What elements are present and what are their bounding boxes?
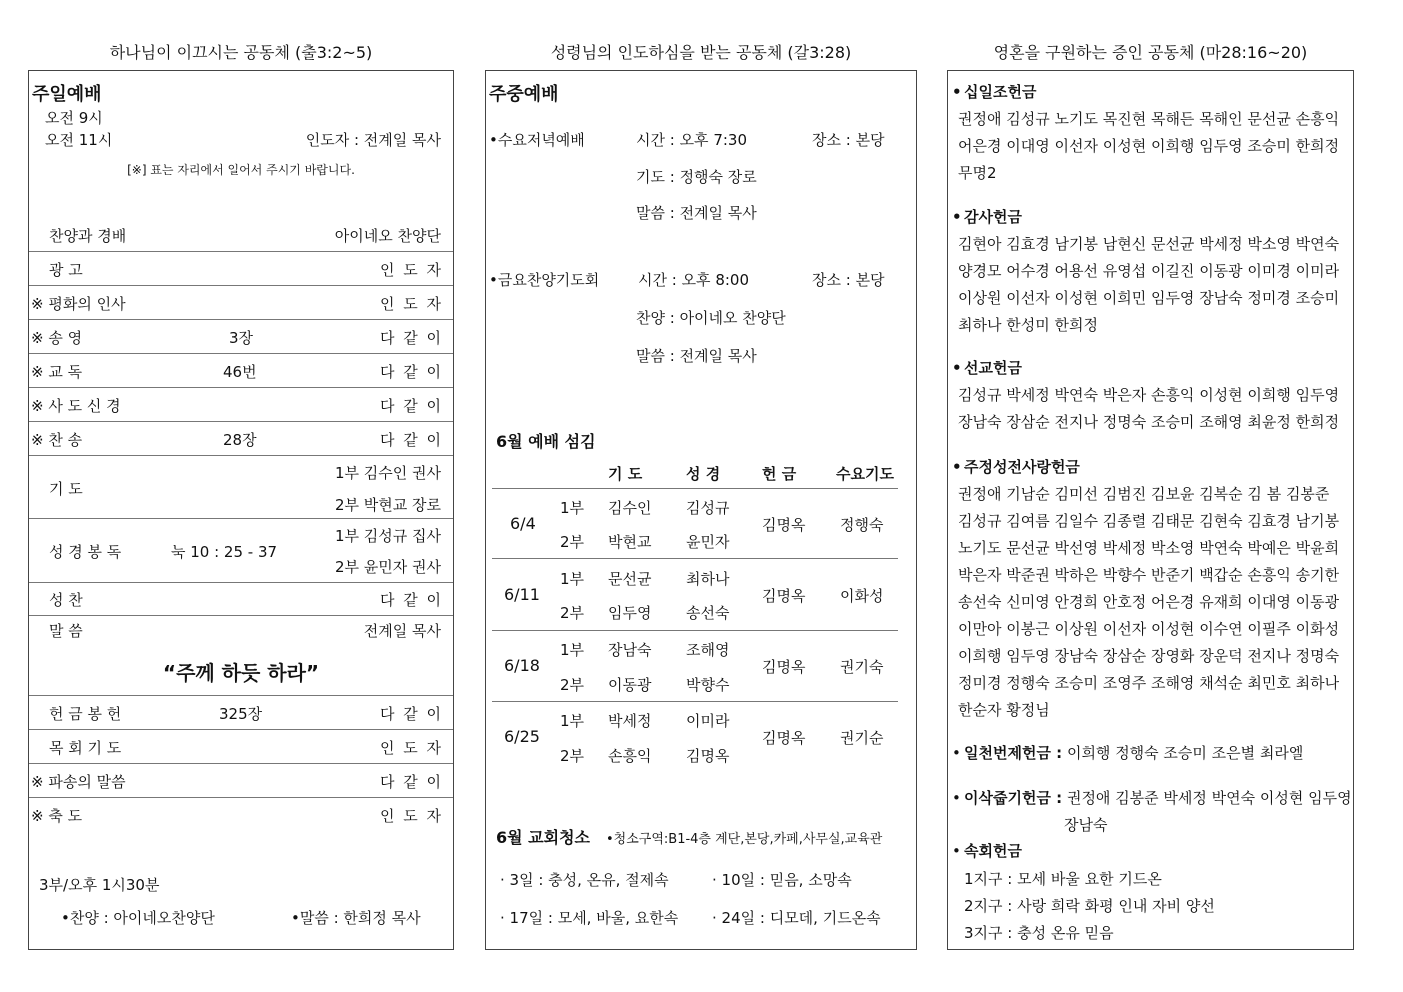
sunday-worship-panel bbox=[28, 70, 454, 950]
serve-offering: 김명옥 bbox=[762, 516, 806, 534]
order-item-label: 성 찬 bbox=[49, 591, 83, 609]
serve-prayer-2: 박현교 bbox=[608, 533, 652, 551]
serve-wed-prayer: 이화성 bbox=[840, 587, 884, 605]
isak-offering: • 이삭줍기헌금 : 권정애 김봉준 박세정 박연숙 이성현 임두영 bbox=[952, 789, 1352, 807]
serve-prayer-1: 김수인 bbox=[608, 499, 652, 517]
offering-title: 십일조헌금 bbox=[964, 83, 1037, 101]
offering-section: • 주정성전사랑헌금 권정애 기남순 김미선 김범진 김보윤 김복순 김 봄 김봉준 김성규 김여름 김일수 김종렬 김태문 김현숙 김효경 남기봉 노기도 문선균 박선영 박세정 박소영 박연숙 박예은 박윤희 박은자 박준권 박하은 박향수 반준기 백갑순 손흥익 송기한 송선숙 신미영 안경희 안호정 어은경 유재희 이대영 이동광 이만아 이봉근 이상원 이선자 이성현 이수연 이필주 이화성 이희행 임두영 장남숙 장삼순 장영화 장운덕 전지나 정명숙 정미경 정행숙 조승미 조영주 조해영 채석순 최민호 최하나 한순자 황정님 bbox=[952, 456, 1347, 724]
weekday-worship-panel bbox=[485, 70, 917, 950]
serve-part: 1부 bbox=[560, 641, 585, 659]
serve-header-prayer: 기 도 bbox=[608, 465, 643, 483]
wed-service-time: 시간 : 오후 7:30 bbox=[636, 131, 748, 149]
offering-title: 주정성전사랑헌금 bbox=[964, 458, 1080, 476]
header-col3: 영혼을 구원하는 증인 공동체 (마28:16~20) bbox=[993, 43, 1308, 62]
standing-note: [※] 표는 자리에서 일어서 주시기 바랍니다. bbox=[127, 163, 355, 177]
service-time-2: 오전 11시 bbox=[45, 131, 113, 149]
serve-bible-2: 박향수 bbox=[686, 676, 730, 694]
clean-title: 6월 교회청소 bbox=[496, 828, 590, 847]
scripture-reader-2: 2부 윤민자 권사 bbox=[334, 558, 441, 576]
order-item-label: 말 씀 bbox=[49, 622, 83, 640]
clean-schedule: · 3일 : 충성, 온유, 절제속 bbox=[500, 871, 669, 889]
offering-names: 권정애 기남순 김미선 김범진 김보윤 김복순 김 봄 김봉준 김성규 김여름 김일수 김종렬 김태문 김현숙 김효경 남기봉 노기도 문선균 박선영 박세정 박소영 박연숙 박예은 박윤희 박은자 박준권 박하은 박향수 반준기 백갑순 손흥익 송기한 송선숙 신미영 안경희 안호정 어은경 유재희 이대영 이동광 이만아 이봉근 이상원 이선자 이성현 이수연 이필주 이화성 이희행 임두영 장남숙 장삼순 장영화 장운덕 전지나 정명숙 정미경 정행숙 조승미 조영주 조해영 채석순 최민호 최하나 한순자 황정님 bbox=[958, 485, 1340, 719]
wed-service-name: •수요저녁예배 bbox=[489, 131, 585, 149]
fri-service-word: 말씀 : 전계일 목사 bbox=[636, 347, 757, 365]
order-item-label: ※ 교 독 bbox=[31, 363, 83, 381]
sokhoe-offering: • 속회헌금 bbox=[952, 842, 1022, 860]
serve-part: 2부 bbox=[560, 676, 585, 694]
header-col1: 하나님이 이끄시는 공동체 (출3:2~5) bbox=[109, 43, 373, 62]
serve-bible-1: 김성규 bbox=[686, 499, 730, 517]
order-item-detail: 325장 bbox=[219, 705, 263, 723]
serve-part: 1부 bbox=[560, 570, 585, 588]
serve-bible-1: 최하나 bbox=[686, 570, 730, 588]
clean-schedule: · 17일 : 모세, 바울, 요한속 bbox=[500, 909, 679, 927]
order-item-leader: 인 도 자 bbox=[379, 739, 443, 757]
offering-panel bbox=[947, 70, 1354, 950]
scripture-reader-1: 1부 김성규 집사 bbox=[334, 527, 441, 545]
district-line: 2지구 : 사랑 희락 화평 인내 자비 양선 bbox=[964, 897, 1215, 915]
order-item-label: 광 고 bbox=[49, 261, 83, 279]
order-item-leader: 인 도 자 bbox=[379, 261, 443, 279]
serve-wed-prayer: 권기숙 bbox=[840, 658, 884, 676]
offering-names: 이희행 정행숙 조승미 조은별 최라엘 bbox=[1066, 744, 1304, 762]
order-item-label: ※ 파송의 말씀 bbox=[31, 773, 126, 791]
offering-names: 권정애 김봉준 박세정 박연숙 이성현 임두영 bbox=[1066, 789, 1352, 807]
serve-bible-2: 송선숙 bbox=[686, 604, 730, 622]
clean-schedule: · 10일 : 믿음, 소망속 bbox=[712, 871, 852, 889]
offering-title: 일천번제헌금 : bbox=[964, 744, 1063, 762]
offering-section: • 감사헌금 김현아 김효경 남기봉 남현신 문선균 박세정 박소영 박연숙 양경모 어수경 어용선 유영섭 이길진 이동광 이미경 이미라 이상원 이선자 이성현 이희민 임두영 장남숙 정미경 조승미 최하나 한성미 한희정 bbox=[952, 206, 1347, 339]
fri-service-place: 장소 : 본당 bbox=[812, 271, 885, 289]
sermon-preacher: 전계일 목사 bbox=[363, 622, 441, 640]
clean-area: •청소구역:B1-4층 계단,본당,카페,사무실,교육관 bbox=[606, 832, 883, 847]
serve-prayer-2: 손흥익 bbox=[608, 747, 652, 765]
order-item-label: ※ 평화의 인사 bbox=[31, 295, 126, 313]
order-item-leader: 다 같 이 bbox=[379, 431, 443, 449]
serve-prayer-1: 문선균 bbox=[608, 570, 652, 588]
serve-bible-2: 윤민자 bbox=[686, 533, 730, 551]
serve-prayer-2: 이동광 bbox=[608, 676, 652, 694]
service-time-1: 오전 9시 bbox=[45, 109, 103, 127]
serve-part: 2부 bbox=[560, 747, 585, 765]
order-item-label: 목 회 기 도 bbox=[49, 739, 122, 757]
serve-offering: 김명옥 bbox=[762, 658, 806, 676]
serve-prayer-1: 박세정 bbox=[608, 712, 652, 730]
serve-date: 6/11 bbox=[504, 585, 540, 604]
clean-schedule: · 24일 : 디모데, 기드온속 bbox=[712, 909, 881, 927]
offering-section: • 선교헌금 김성규 박세정 박연숙 박은자 손흥익 이성현 이희행 임두영 장남숙 장삼순 전지나 정명숙 조승미 조해영 최윤정 한희정 bbox=[952, 357, 1347, 436]
offering-title: 감사헌금 bbox=[964, 208, 1022, 226]
order-item-label: 찬양과 경배 bbox=[49, 227, 127, 245]
header-col2: 성령님의 인도하심을 받는 공동체 (갈3:28) bbox=[550, 43, 852, 62]
serve-wed-prayer: 권기순 bbox=[840, 729, 884, 747]
serve-wed-prayer: 정행숙 bbox=[840, 516, 884, 534]
serve-header-offering: 헌 금 bbox=[762, 465, 797, 483]
offering-names: 장남숙 bbox=[1064, 816, 1108, 834]
service-leader: 인도자 : 전계일 목사 bbox=[305, 131, 441, 149]
fri-service-time: 시간 : 오후 8:00 bbox=[638, 271, 750, 289]
fri-service-name: •금요찬양기도회 bbox=[489, 271, 600, 289]
district-line: 3지구 : 충성 온유 믿음 bbox=[964, 924, 1114, 942]
serve-prayer-2: 임두영 bbox=[608, 604, 652, 622]
wed-service-prayer: 기도 : 정행숙 장로 bbox=[636, 168, 757, 186]
order-item-label: ※ 축 도 bbox=[31, 807, 83, 825]
district-line: 1지구 : 모세 바울 요한 기드온 bbox=[964, 870, 1162, 888]
serve-date: 6/4 bbox=[510, 514, 536, 533]
section-title: 주일예배 bbox=[32, 84, 102, 105]
fri-service-praise: 찬양 : 아이네오 찬양단 bbox=[636, 309, 786, 327]
serve-bible-1: 이미라 bbox=[686, 712, 730, 730]
serve-part: 2부 bbox=[560, 604, 585, 622]
serve-header-bible: 성 경 bbox=[686, 465, 721, 483]
serve-bible-2: 김명옥 bbox=[686, 747, 730, 765]
prayer-leader-2: 2부 박현교 장로 bbox=[334, 496, 441, 514]
serve-bible-1: 조해영 bbox=[686, 641, 730, 659]
order-item-label: 성 경 봉 독 bbox=[49, 543, 122, 561]
third-service-sermon: •말씀 : 한희정 목사 bbox=[291, 909, 421, 927]
offering-title: 이삭줍기헌금 : bbox=[964, 789, 1063, 807]
order-item-leader: 인 도 자 bbox=[379, 807, 443, 825]
order-item-detail: 28장 bbox=[223, 431, 257, 449]
order-item-leader: 다 같 이 bbox=[379, 591, 443, 609]
order-item-leader: 다 같 이 bbox=[379, 773, 443, 791]
order-item-leader: 다 같 이 bbox=[379, 329, 443, 347]
order-item-label: 헌 금 봉 헌 bbox=[49, 705, 122, 723]
serve-title: 6월 예배 섬김 bbox=[496, 432, 596, 451]
order-item-leader: 아이네오 찬양단 bbox=[334, 227, 441, 245]
serve-date: 6/25 bbox=[504, 727, 540, 746]
serve-offering: 김명옥 bbox=[762, 729, 806, 747]
serve-part: 1부 bbox=[560, 499, 585, 517]
order-item-label: 기 도 bbox=[49, 480, 83, 498]
wed-service-word: 말씀 : 전계일 목사 bbox=[636, 204, 757, 222]
order-item-leader: 다 같 이 bbox=[379, 397, 443, 415]
third-service-praise: •찬양 : 아이네오찬양단 bbox=[61, 909, 215, 927]
scripture-reference: 눅 10 : 25 - 37 bbox=[171, 543, 278, 561]
offering-section: • 십일조헌금 권정애 김성규 노기도 목진현 목해든 목해인 문선균 손흥익 어은경 이대영 이선자 이성현 이희행 임두영 조승미 한희정 무명2 bbox=[952, 81, 1347, 187]
sermon-title: “주께 하듯 하라” bbox=[162, 661, 320, 685]
serve-part: 2부 bbox=[560, 533, 585, 551]
order-item-leader: 인 도 자 bbox=[379, 295, 443, 313]
order-item-detail: 3장 bbox=[229, 329, 254, 347]
order-item-label: ※ 송 영 bbox=[31, 329, 83, 347]
order-item-detail: 46번 bbox=[223, 363, 257, 381]
order-item-label: ※ 찬 송 bbox=[31, 431, 83, 449]
serve-date: 6/18 bbox=[504, 656, 540, 675]
order-item-label: ※ 사 도 신 경 bbox=[31, 397, 121, 415]
serve-prayer-1: 장남숙 bbox=[608, 641, 652, 659]
offering-title: 선교헌금 bbox=[964, 359, 1022, 377]
serve-header-wed-prayer: 수요기도 bbox=[836, 465, 894, 483]
order-item-leader: 다 같 이 bbox=[379, 363, 443, 381]
third-service-time: 3부/오후 1시30분 bbox=[39, 876, 160, 894]
prayer-leader-1: 1부 김수인 권사 bbox=[334, 464, 441, 482]
offering-names: 김성규 박세정 박연숙 박은자 손흥익 이성현 이희행 임두영 장남숙 장삼순 전지나 정명숙 조승미 조해영 최윤정 한희정 bbox=[958, 386, 1340, 431]
section-title: 주중예배 bbox=[489, 84, 559, 105]
serve-part: 1부 bbox=[560, 712, 585, 730]
offering-names: 권정애 김성규 노기도 목진현 목해든 목해인 문선균 손흥익 어은경 이대영 이선자 이성현 이희행 임두영 조승미 한희정 무명2 bbox=[958, 110, 1340, 182]
order-item-leader: 다 같 이 bbox=[379, 705, 443, 723]
ilcheon-offering: • 일천번제헌금 : 이희행 정행숙 조승미 조은별 최라엘 bbox=[952, 744, 1304, 762]
offering-title: 속회헌금 bbox=[964, 842, 1022, 860]
serve-offering: 김명옥 bbox=[762, 587, 806, 605]
wed-service-place: 장소 : 본당 bbox=[812, 131, 885, 149]
offering-names: 김현아 김효경 남기봉 남현신 문선균 박세정 박소영 박연숙 양경모 어수경 어용선 유영섭 이길진 이동광 이미경 이미라 이상원 이선자 이성현 이희민 임두영 장남숙 정미경 조승미 최하나 한성미 한희정 bbox=[958, 235, 1340, 334]
